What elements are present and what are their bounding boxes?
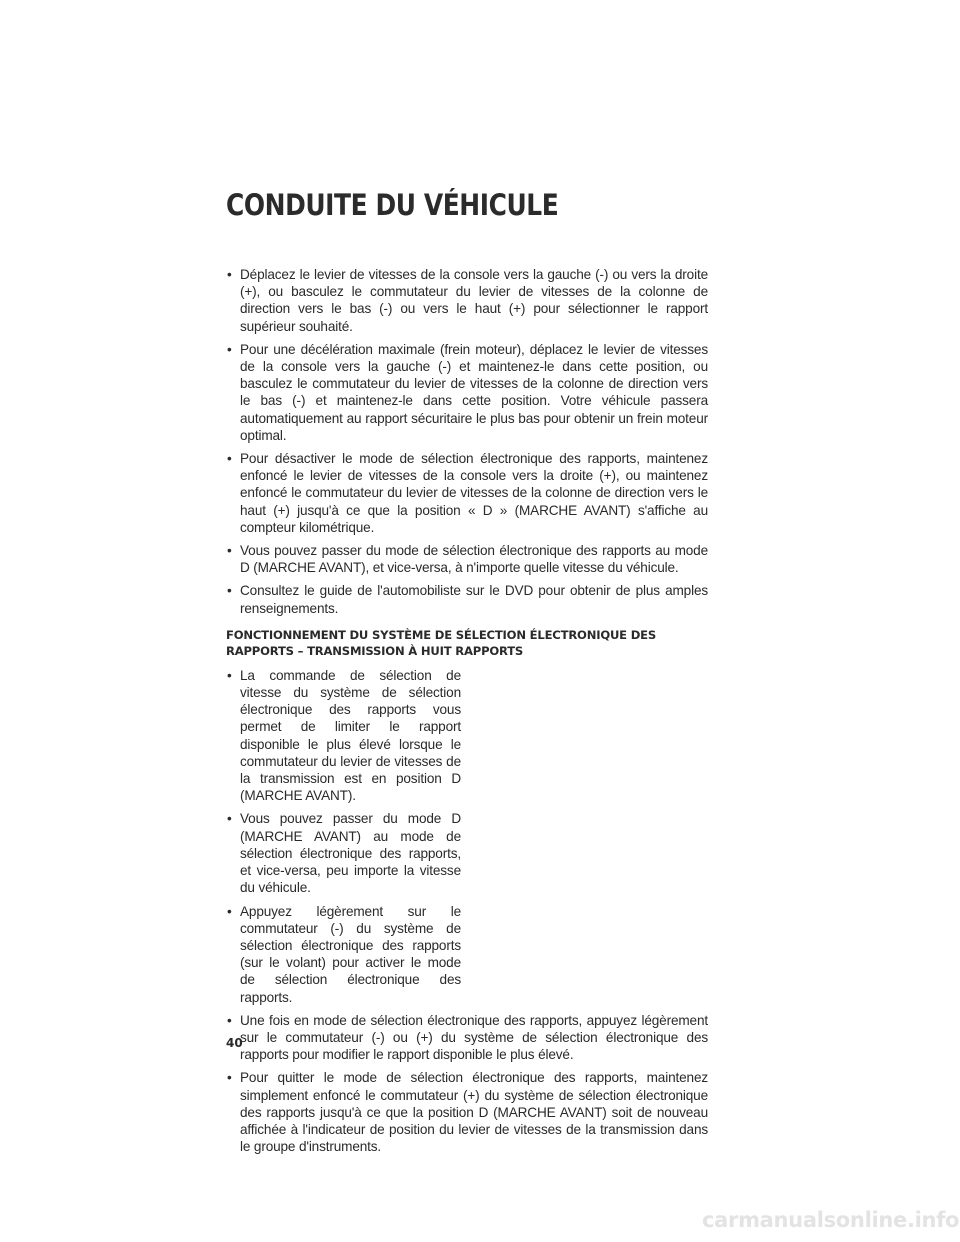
list-item: • Pour quitter le mode de sélection électronique des rapports, maintenez simplement enfoncé le commutateur (+) du système de sélection électronique des rapports jusqu'à ce que la position D (MARCHE AVANT) soit de nouveau affichée à l'indicateur de position du levier de vitesses de la transmission dans le groupe d'instruments. (226, 1069, 708, 1155)
page-number: 40 (226, 1036, 243, 1050)
list-item: • Une fois en mode de sélection électronique des rapports, appuyez légèrement sur le commutateur (-) ou (+) du système de sélection électronique des rapports pour modifier le rapport disponible le plus élevé. (226, 1012, 708, 1064)
list-item: • Appuyez légèrement sur le commutateur (-) du système de sélection électronique des rapports (sur le volant) pour activer le mode de sélection électronique des rapports. (226, 903, 461, 1006)
section-heading: FONCTIONNEMENT DU SYSTÈME DE SÉLECTION ÉLECTRONIQUE DES RAPPORTS – TRANSMISSION À HUIT RAPPORTS (226, 627, 657, 658)
list-item: • Déplacez le levier de vitesses de la console vers la gauche (-) ou vers la droite (+), ou basculez le commutateur du levier de vitesses de la colonne de direction vers le bas (-) ou vers le haut (+) pour sélectionner le rapport supérieur souhaité. (226, 266, 708, 335)
list-item: • Consultez le guide de l'automobiliste sur le DVD pour obtenir de plus amples renseignements. (226, 582, 708, 616)
main-content (226, 266, 708, 1161)
page-title: CONDUITE DU VÉHICULE (226, 188, 559, 222)
list-item: • La commande de sélection de vitesse du système de sélection électronique des rapports vous permet de limiter le rapport disponible le plus élevé lorsque le commutateur du levier de vitesses de la transmission est en position D (MARCHE AVANT). (226, 667, 461, 805)
watermark: carmanualsonline.info (702, 1208, 960, 1232)
list-item: • Vous pouvez passer du mode de sélection électronique des rapports au mode D (MARCHE AVANT), et vice-versa, à n'importe quelle vitesse du véhicule. (226, 542, 708, 576)
list-item: • Vous pouvez passer du mode D (MARCHE AVANT) au mode de sélection électronique des rapports, et vice-versa, peu importe la vitesse du véhicule. (226, 810, 461, 896)
list-item: • Pour une décélération maximale (frein moteur), déplacez le levier de vitesses de la console vers la gauche (-) et maintenez-le dans cette position, ou basculez le commutateur du levier de vitesses de la colonne de direction vers le bas (-) et maintenez-le dans cette position. Votre véhicule passera automatiquement au rapport sécuritaire le plus bas pour obtenir un frein moteur optimal. (226, 341, 708, 444)
list-item: • Pour désactiver le mode de sélection électronique des rapports, maintenez enfoncé le levier de vitesses de la console vers la droite (+), ou maintenez enfoncé le commutateur du levier de vitesses de la colonne de direction vers le haut (+) jusqu'à ce que la position « D » (MARCHE AVANT) s'affiche au compteur kilométrique. (226, 450, 708, 536)
bullet-list-final (226, 1012, 708, 1156)
bullet-list-intro (226, 266, 708, 617)
bullet-list-narrow (226, 667, 708, 1006)
